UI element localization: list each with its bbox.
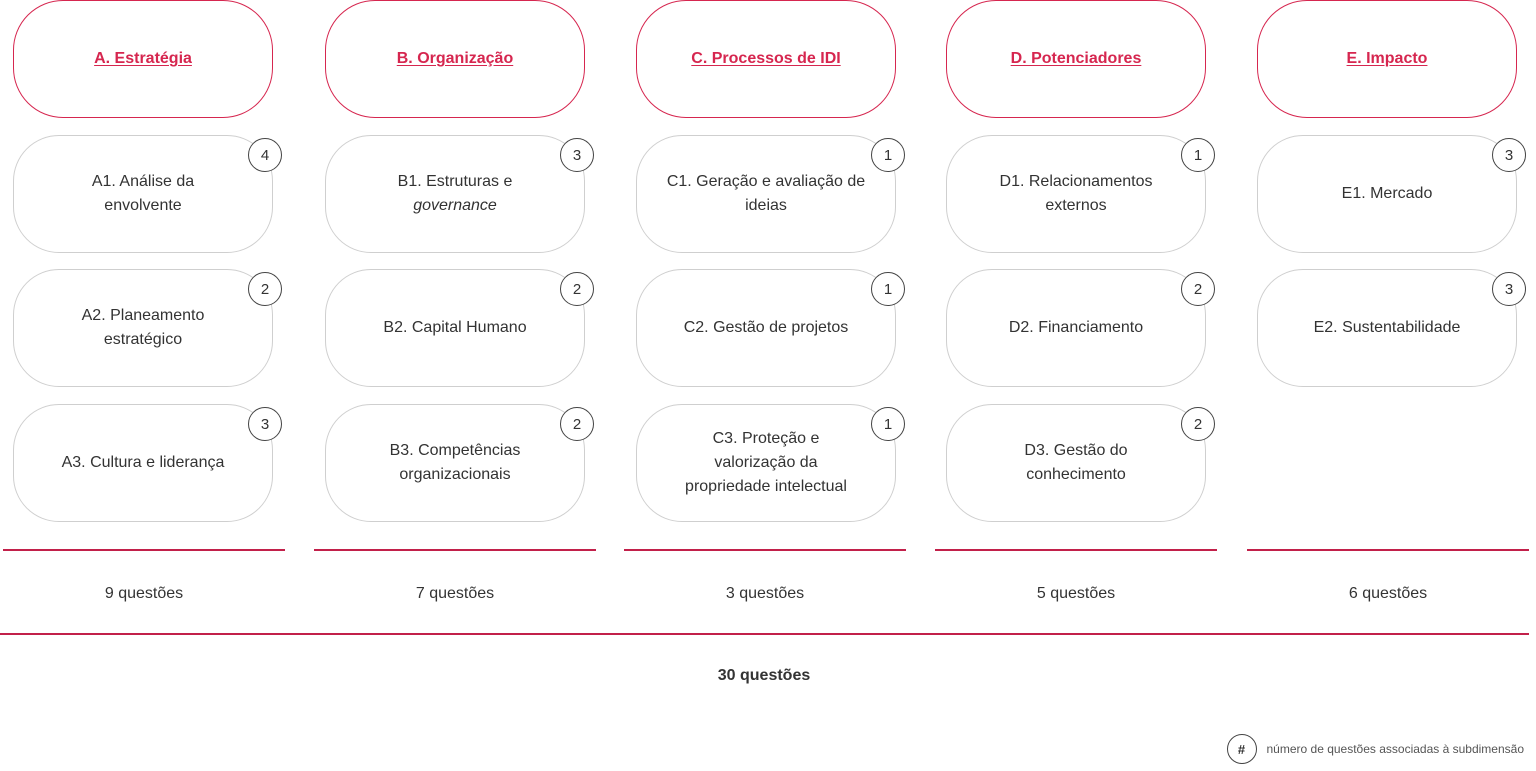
subdimension-label: C1. Geração e avaliação de ideias [666,173,866,214]
question-count-badge: 3 [1492,272,1526,306]
question-count-badge: 2 [1181,272,1215,306]
header-title[interactable]: B. Organização [396,50,514,67]
column-total: 9 questões [104,585,184,602]
column-divider [624,549,906,551]
question-count-badge: 1 [871,138,905,172]
header-title[interactable]: E. Impacto [1346,50,1428,67]
subdimension-e1 [1257,135,1517,253]
subdimension-c2 [636,269,896,387]
subdimension-label: B2. Capital Humano [383,319,527,336]
header-d-potenciadores[interactable] [946,0,1206,118]
question-count-badge: 1 [1181,138,1215,172]
subdimension-label: E2. Sustentabilidade [1313,319,1461,336]
header-title[interactable]: D. Potenciadores [1010,50,1142,67]
column-total: 3 questões [725,585,805,602]
question-count-badge: 2 [1181,407,1215,441]
question-count-badge: 1 [871,407,905,441]
question-count-badge: 2 [560,407,594,441]
header-e-impacto[interactable] [1257,0,1517,118]
subdimension-label: C2. Gestão de projetos [683,319,849,336]
subdimension-d2 [946,269,1206,387]
question-count-badge: 3 [248,407,282,441]
subdimension-label-italic: governance [413,197,497,214]
question-count-badge: 1 [871,272,905,306]
subdimension-d3 [946,404,1206,522]
question-count-badge: 4 [248,138,282,172]
subdimension-a2 [13,269,273,387]
subdimension-label: A2. Planeamento estratégico [81,307,205,348]
legend [1227,734,1525,764]
question-count-badge: 3 [1492,138,1526,172]
column-divider [935,549,1217,551]
grand-total: 30 questões [717,667,811,684]
column-total: 5 questões [1036,585,1116,602]
subdimension-label: D2. Financiamento [1008,319,1144,336]
header-title[interactable]: A. Estratégia [94,50,192,67]
question-count-badge: 2 [560,272,594,306]
subdimension-label [398,170,513,218]
column-total: 7 questões [415,585,495,602]
question-count-badge: 2 [248,272,282,306]
subdimension-b3 [325,404,585,522]
legend-text: número de questões associadas à subdimensão [1266,742,1524,756]
question-count-badge: 3 [560,138,594,172]
hash-icon: # [1227,734,1257,764]
subdimension-label: B3. Competências organizacionais [389,442,521,483]
column-divider [3,549,285,551]
subdimension-b1 [325,135,585,253]
subdimension-label: A3. Cultura e liderança [61,454,225,471]
subdimension-c3 [636,404,896,522]
subdimension-label: C3. Proteção e valorização da propriedade intelectual [685,430,847,495]
subdimension-label: D1. Relacionamentos externos [999,173,1153,214]
subdimension-a1 [13,135,273,253]
subdimension-label-text: B1. Estruturas e [397,173,513,190]
subdimension-e2 [1257,269,1517,387]
header-title[interactable]: C. Processos de IDI [691,50,841,67]
header-b-organizacao[interactable] [325,0,585,118]
subdimension-a3 [13,404,273,522]
subdimension-label: A1. Análise da envolvente [91,173,195,214]
subdimension-label: E1. Mercado [1341,185,1433,202]
subdimension-c1 [636,135,896,253]
subdimension-d1 [946,135,1206,253]
column-divider [314,549,596,551]
total-divider [0,633,1529,635]
header-a-estrategia[interactable] [13,0,273,118]
subdimension-label: D3. Gestão do conhecimento [1024,442,1128,483]
column-divider [1247,549,1529,551]
header-c-processos-idi[interactable] [636,0,896,118]
column-total: 6 questões [1348,585,1428,602]
subdimension-b2 [325,269,585,387]
